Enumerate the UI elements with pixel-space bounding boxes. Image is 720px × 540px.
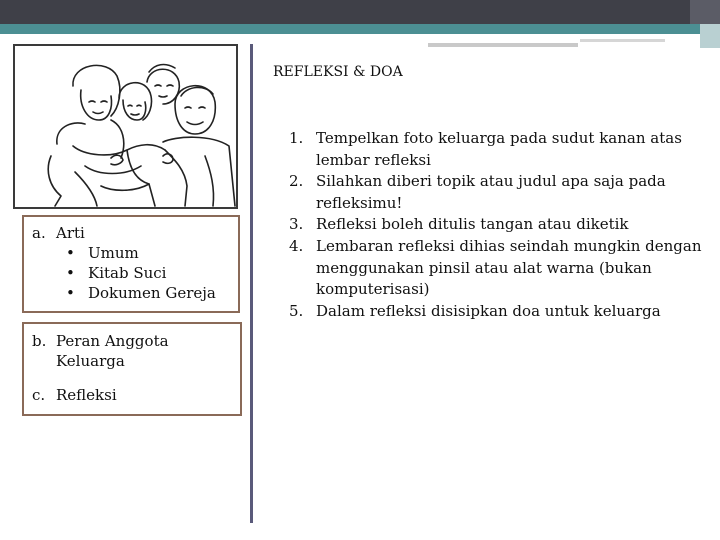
bullet-icon: • bbox=[66, 264, 75, 282]
item-marker: c. bbox=[32, 386, 46, 404]
item-marker: b. bbox=[32, 332, 47, 350]
instruction-number: 2. bbox=[289, 172, 304, 191]
instruction-item bbox=[289, 128, 714, 171]
sub-item-label: Kitab Suci bbox=[88, 264, 167, 282]
instruction-item bbox=[289, 236, 714, 301]
item-label: Arti bbox=[56, 224, 85, 242]
person-4-body bbox=[163, 137, 235, 206]
vertical-divider bbox=[250, 44, 253, 523]
item-label: Peran Anggota Keluarga bbox=[56, 332, 169, 370]
arti-sub-list bbox=[32, 243, 232, 303]
header-bar bbox=[0, 0, 720, 24]
instruction-item bbox=[289, 214, 714, 236]
item-label: Refleksi bbox=[56, 386, 117, 404]
topic-item-peran bbox=[32, 331, 234, 371]
header-underline-short bbox=[428, 43, 578, 47]
header-accent-tab bbox=[700, 24, 720, 48]
person-1-body bbox=[57, 120, 124, 158]
instruction-number: 3. bbox=[289, 215, 304, 234]
instruction-text: Refleksi boleh ditulis tangan atau diketik bbox=[316, 215, 629, 234]
sub-item-label: Umum bbox=[88, 244, 139, 262]
page-title: REFLEKSI & DOA bbox=[273, 64, 403, 80]
instruction-item bbox=[289, 171, 714, 214]
family-drawing bbox=[15, 46, 236, 207]
sub-item-label: Dokumen Gereja bbox=[88, 284, 216, 302]
sub-item bbox=[66, 283, 232, 303]
instruction-number: 4. bbox=[289, 236, 304, 255]
person-1-hair bbox=[73, 65, 120, 116]
item-marker: a. bbox=[32, 224, 46, 242]
person-1-face bbox=[81, 90, 112, 120]
family-illustration bbox=[13, 44, 238, 209]
topic-item-arti bbox=[32, 223, 232, 243]
instruction-text: Dalam refleksi disisipkan doa untuk keluarga bbox=[316, 301, 661, 320]
person-2-face bbox=[123, 100, 146, 120]
instruction-number: 1. bbox=[289, 129, 304, 147]
header-accent-stripe bbox=[0, 24, 720, 34]
topic-item-refleksi bbox=[32, 385, 234, 405]
instruction-number: 5. bbox=[289, 301, 304, 320]
instruction-text: Tempelkan foto keluarga pada sudut kanan atas lembar refleksi bbox=[316, 129, 682, 169]
header-bar-accent bbox=[690, 0, 720, 24]
instruction-list bbox=[289, 128, 714, 322]
topic-panel-arti bbox=[22, 215, 240, 313]
instruction-text: Silahkan diberi topik atau judul apa saja pada refleksimu! bbox=[316, 172, 666, 212]
instruction-text: Lembaran refleksi dihias seindah mungkin dengan menggunakan pinsil atau alat warna (bukan komputerisasi) bbox=[316, 236, 702, 299]
bullet-icon: • bbox=[66, 284, 75, 302]
sub-item bbox=[66, 243, 232, 263]
instruction-item bbox=[289, 301, 714, 323]
topic-panel-peran-refleksi bbox=[22, 322, 242, 416]
header-underline-long bbox=[580, 39, 665, 42]
bullet-icon: • bbox=[66, 244, 75, 262]
person-4-head bbox=[175, 86, 215, 134]
sub-item bbox=[66, 263, 232, 283]
